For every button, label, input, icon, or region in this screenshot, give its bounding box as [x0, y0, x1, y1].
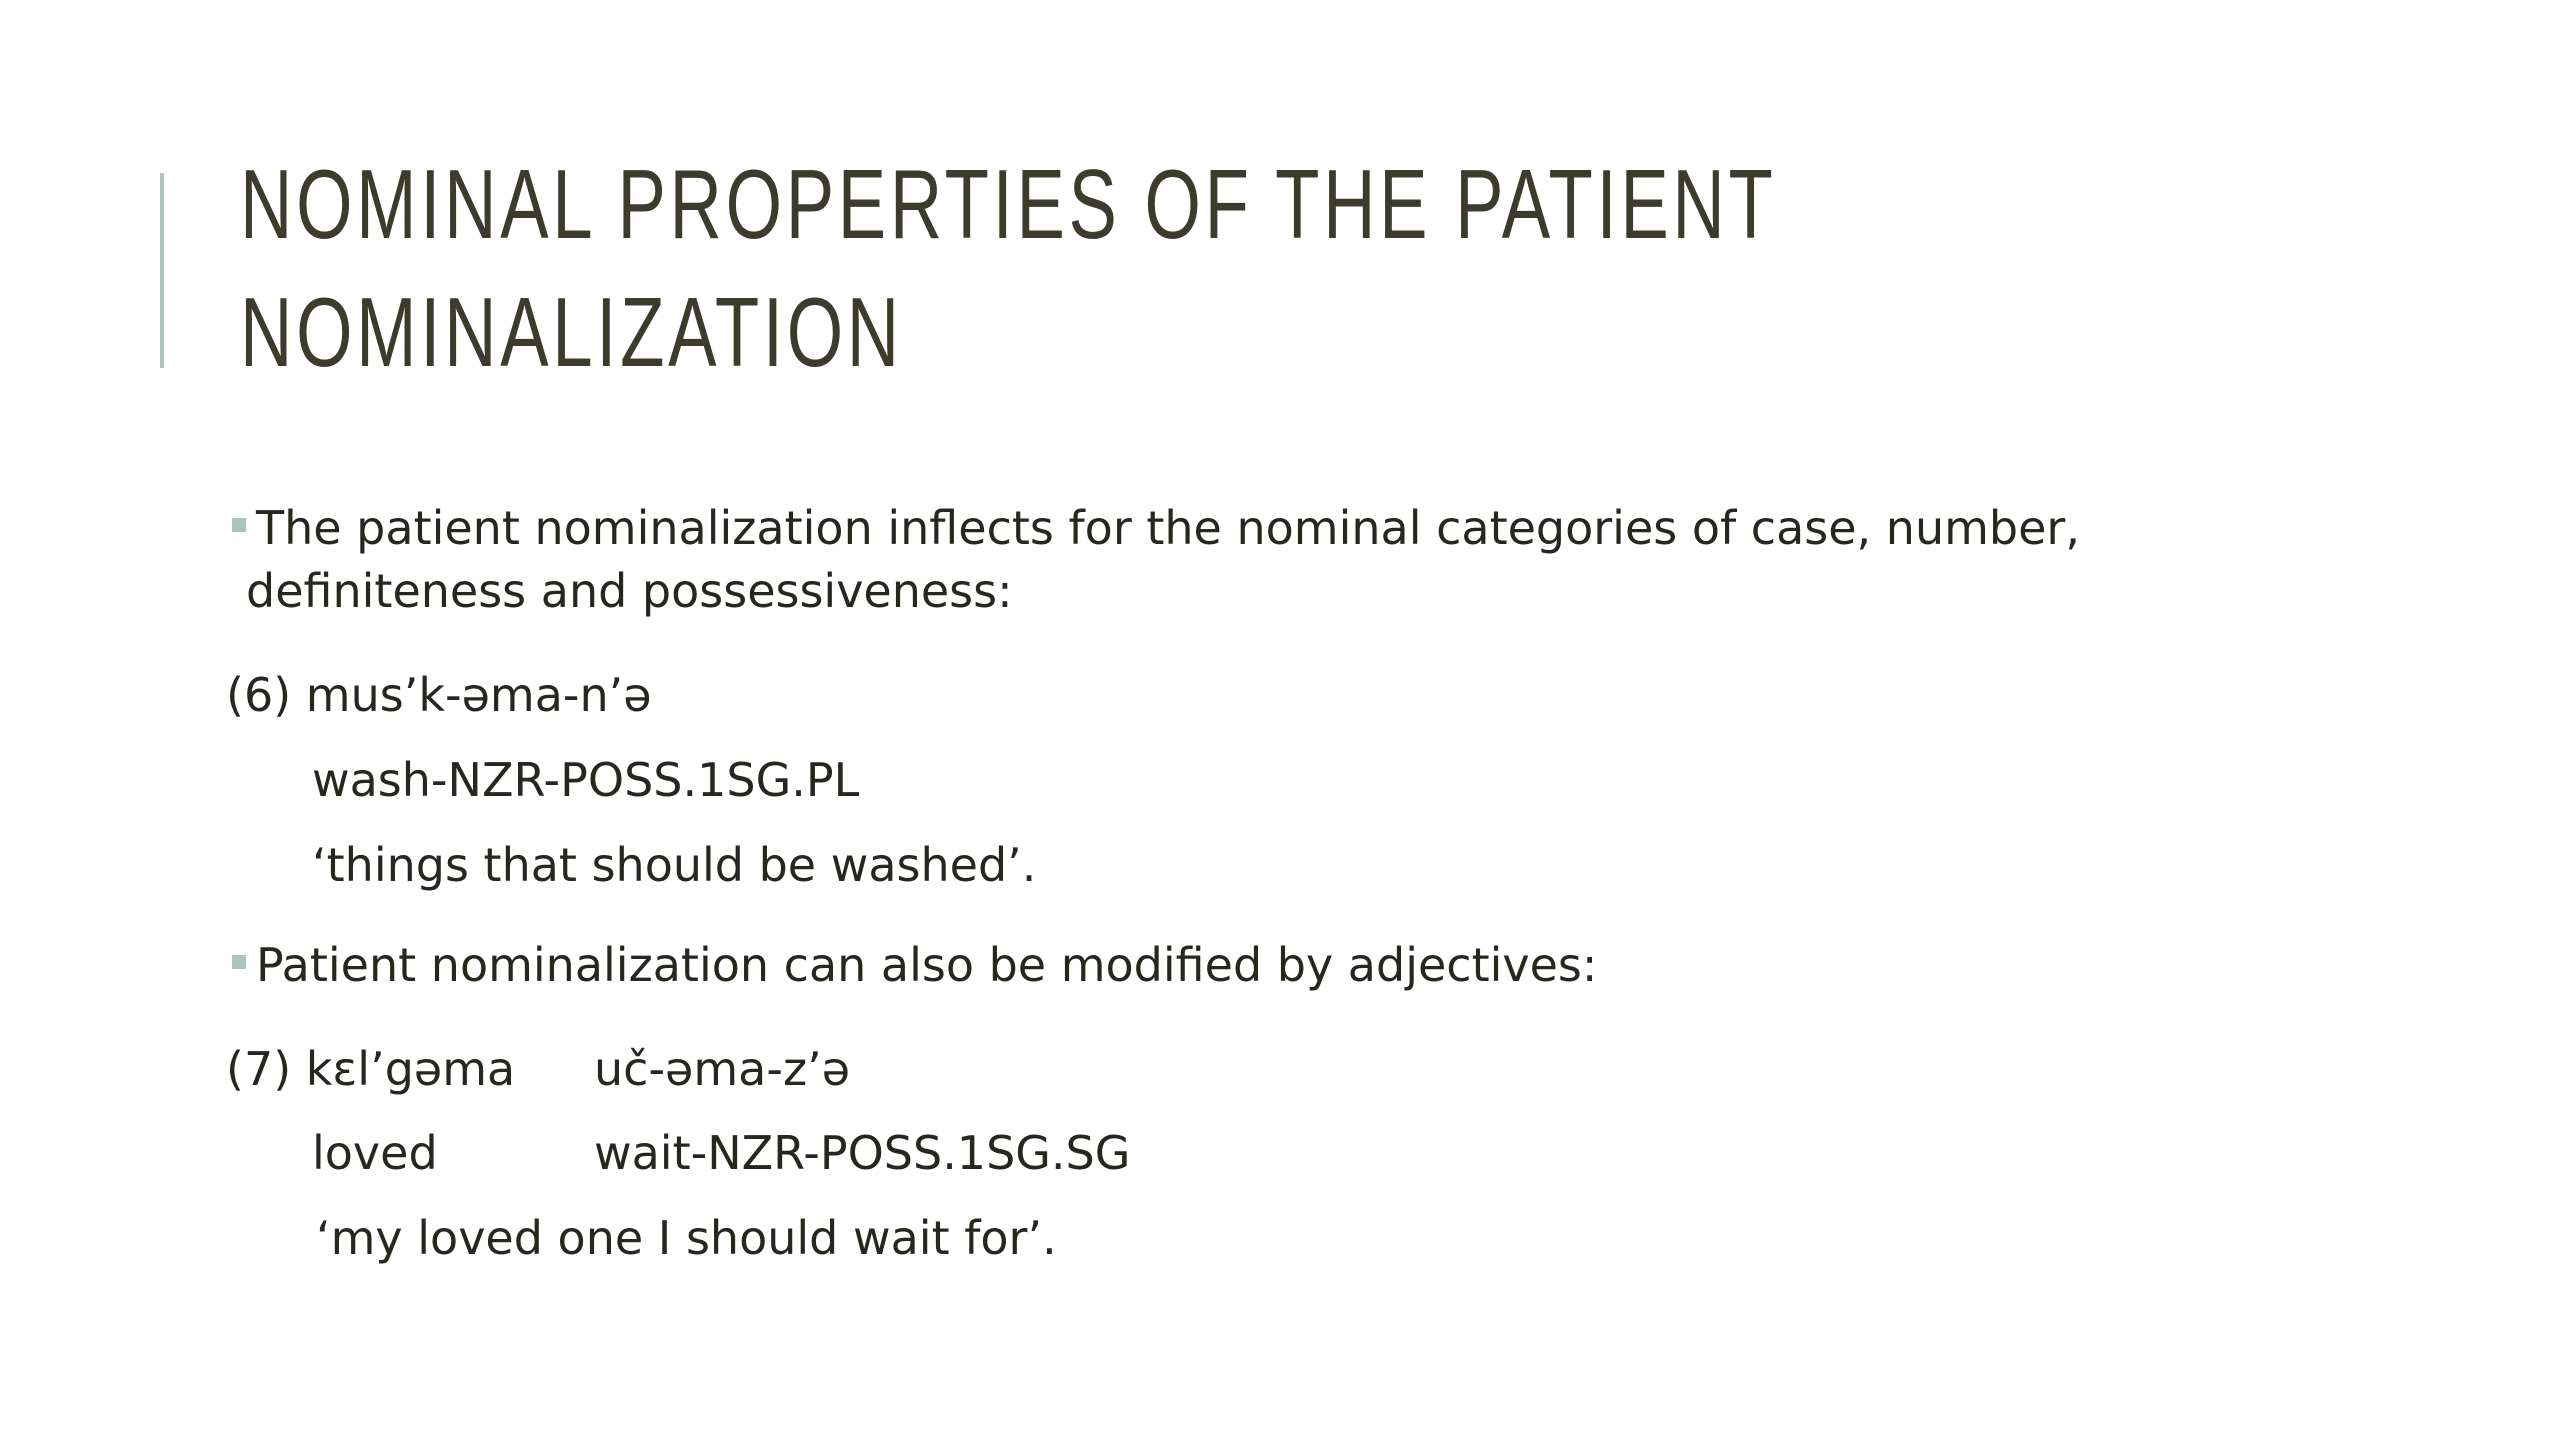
example-7-gloss-word-1: loved — [312, 1126, 438, 1180]
example-7-translation: ‘my loved one I should wait for’. — [316, 1211, 1057, 1265]
bullet-1-line-1: The patient nominalization inflects for the nominal categories of case, number, — [256, 501, 2080, 555]
square-bullet-icon — [232, 955, 246, 969]
example-6-gloss: wash-NZR-POSS.1SG.PL — [312, 753, 860, 807]
slide-title-line-1: NOMINAL PROPERTIES OF THE PATIENT — [240, 149, 1777, 259]
example-7-number: (7) — [226, 1042, 292, 1096]
example-7-line-1 — [226, 1041, 515, 1097]
example-6-form: mus’k-əma-n’ə — [305, 668, 652, 722]
example-6-translation: ‘things that should be washed’. — [312, 838, 1037, 892]
bullet-1-line-2: definiteness and possessiveness: — [246, 564, 1013, 618]
example-7-form-word-2: uč-əma-z’ə — [594, 1042, 851, 1096]
square-bullet-icon — [232, 518, 246, 532]
bullet-2-line-1: Patient nominalization can also be modified by adjectives: — [256, 938, 1598, 992]
slide-title-line-2: NOMINALIZATION — [240, 277, 903, 387]
example-7-gloss-word-2: wait-NZR-POSS.1SG.SG — [594, 1126, 1131, 1180]
example-7-form-word-1: kɛl’gəma — [305, 1042, 516, 1096]
example-6-line-1 — [226, 667, 652, 723]
example-6-number: (6) — [226, 668, 292, 722]
